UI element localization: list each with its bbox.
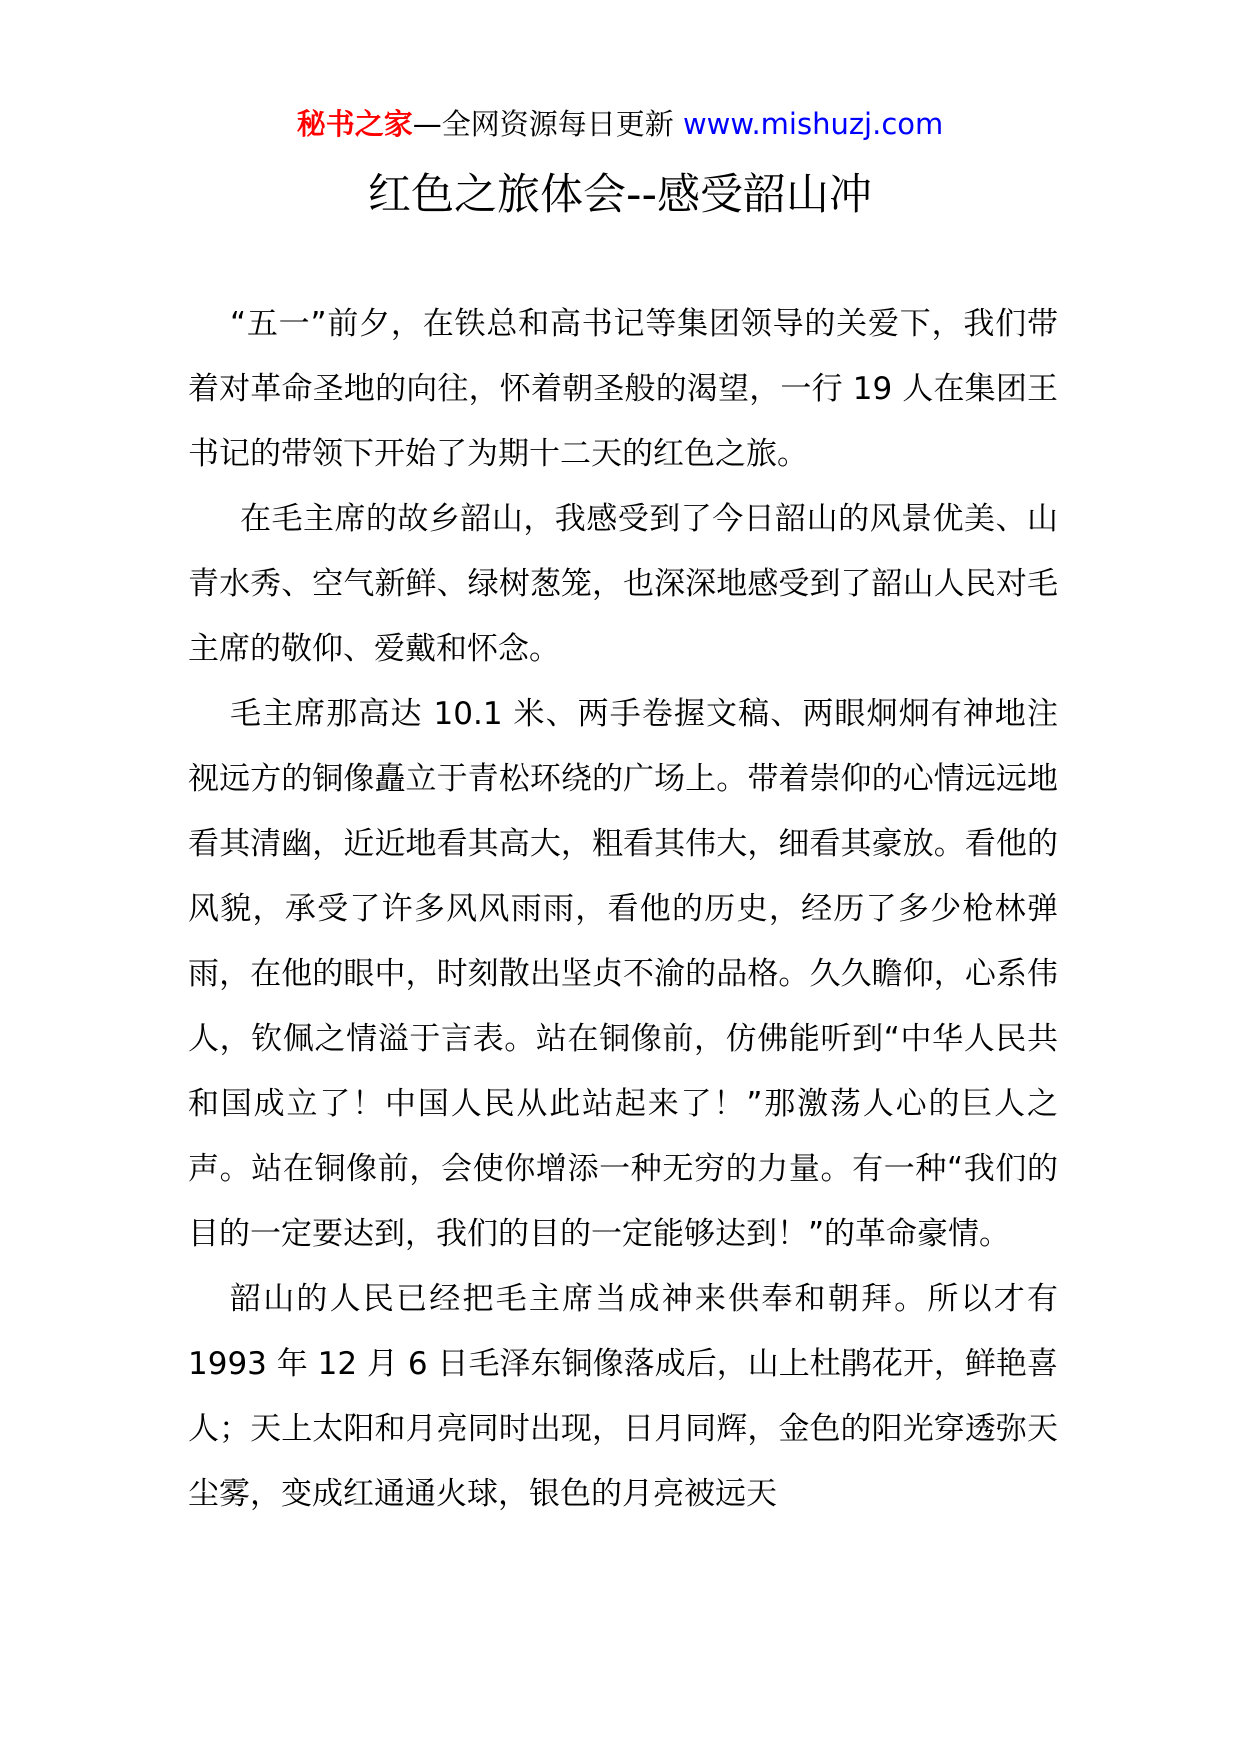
site-url-link[interactable]: www.mishuzj.com (682, 107, 944, 141)
document-title: 红色之旅体会--感受韶山冲 (367, 170, 873, 220)
site-header (0, 104, 1240, 144)
site-tagline: —全网资源每日更新 (412, 107, 674, 141)
paragraph: 在毛主席的故乡韶山，我感受到了今日韶山的风景优美、山青水秀、空气新鲜、绿树葱笼，也深深地感受到了韶山人民对毛主席的敬仰、爱戴和怀念。 (188, 501, 1058, 667)
document-body (188, 292, 1058, 1527)
paragraph: 毛主席那高达 10.1 米、两手卷握文稿、两眼炯炯有神地注视远方的铜像矗立于青松环绕的广场上。带着崇仰的心情远远地看其清幽，近近地看其高大，粗看其伟大，细看其豪放。看他的风貌，承受了许多风风雨雨，看他的历史，经历了多少枪林弹雨，在他的眼中，时刻散出坚贞不渝的品格。久久瞻仰，心系伟人，钦佩之情溢于言表。站在铜像前，仿佛能听到“中华人民共和国成立了！中国人民从此站起来了！”那激荡人心的巨人之声。站在铜像前，会使你增添一种无穷的力量。有一种“我们的目的一定要达到，我们的目的一定能够达到！”的革命豪情。 (188, 696, 1058, 1252)
paragraph: “五一”前夕，在铁总和高书记等集团领导的关爱下，我们带着对革命圣地的向往，怀着朝圣般的渴望，一行 19 人在集团王书记的带领下开始了为期十二天的红色之旅。 (188, 306, 1058, 472)
paragraph: 韶山的人民已经把毛主席当成神来供奉和朝拜。所以才有 1993 年 12 月 6 日毛泽东铜像落成后，山上杜鹃花开，鲜艳喜人；天上太阳和月亮同时出现，日月同辉，金色的阳光穿透弥天尘雾，变成红通通火球，银色的月亮被远天 (188, 1281, 1058, 1512)
site-brand: 秘书之家 (296, 107, 413, 141)
